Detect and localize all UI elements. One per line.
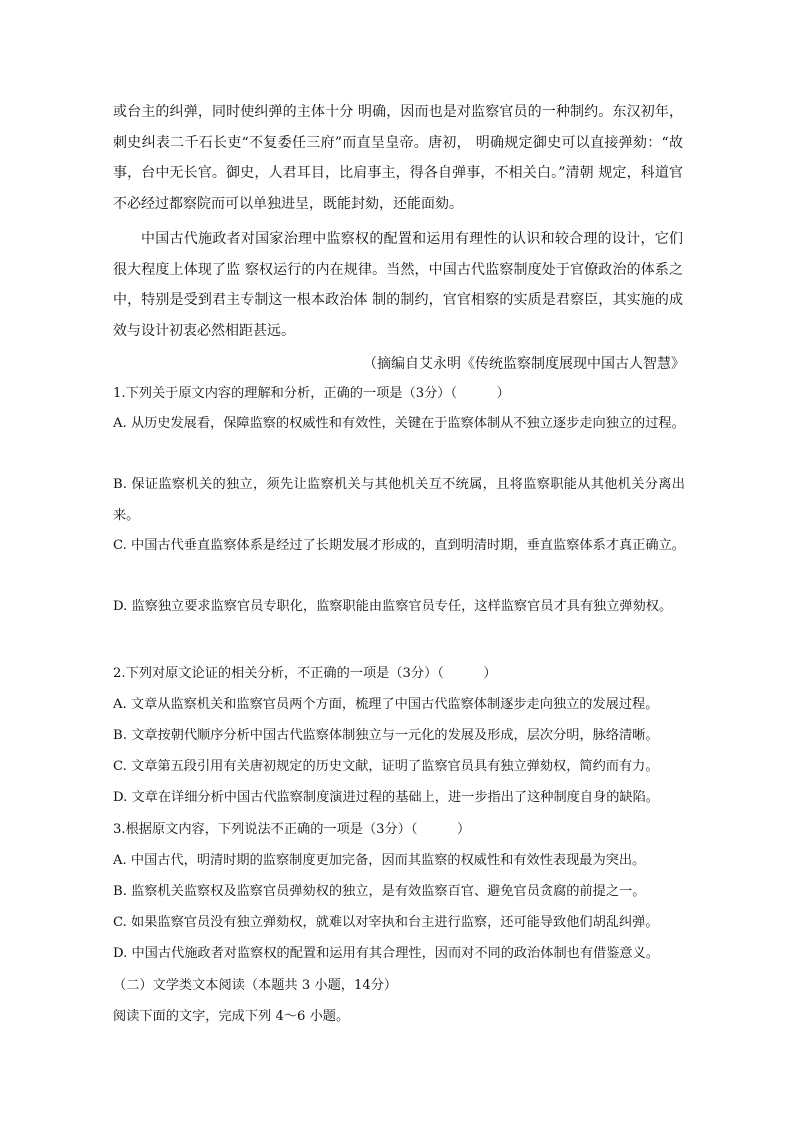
question-3-option-d: D. 中国古代施政者对监察权的配置和运用有其合理性，因而对不同的政治体制也有借鉴意义。 [113,946,659,961]
paragraph-continued: 或台主的纠弹，同时使纠弹的主体十分 明确，因而也是对监察官员的一种制约。东汉初年，刺史纠表二千石长吏“不复委任三府”而直呈皇帝。唐初， 明确规定御史可以直接弹劾：“故事，台中无长官。御史，人君耳目，比肩事主，得各自弹事，不相关白。”清朝 规定，科道官不必经过都察院而可以单独进呈，既能封劾，还能面劾。 [113,104,683,212]
reading-instruction: 阅读下面的文字，完成下列 4～6 小题。 [113,1009,350,1024]
question-2-option-a: A. 文章从监察机关和监察官员两个方面，梳理了中国古代监察体制逐步走向独立的发展过程。 [113,697,659,712]
paragraph-conclusion: 中国古代施政者对国家治理中监察权的配置和运用有理性的认识和较合理的设计，它们很大程度上体现了监 察权运行的内在规律。当然，中国古代监察制度处于官僚政治的体系之中，特别是受到君主专制这一根本政治体 制的制约，官官相察的实质是君察臣，其实施的成效与设计初衷必然相距甚远。 [113,231,683,339]
question-3-stem: 3.根据原文内容，下列说法不正确的一项是（3分）（ ） [113,822,471,837]
question-2-option-b: B. 文章按朝代顺序分析中国古代监察体制独立与一元化的发展及形成，层次分明，脉络清晰。 [113,728,659,743]
question-2-option-d: D. 文章在详细分析中国古代监察制度演进过程的基础上，进一步指出了这种制度自身的缺陷。 [113,790,659,805]
question-1-option-a: A. 从历史发展看，保障监察的权威性和有效性，关键在于监察体制从不独立逐步走向独立的过程。 [113,416,685,431]
question-3-option-c: C. 如果监察官员没有独立弹劾权，就难以对宰执和台主进行监察，还可能导致他们胡乱纠弹。 [113,915,659,930]
question-3-option-b: B. 监察机关监察权及监察官员弹劾权的独立，是有效监察百官、避免官员贪腐的前提之一。 [113,884,646,899]
question-1-option-d: D. 监察独立要求监察官员专职化，监察职能由监察官员专任，这样监察官员才具有独立弹劾权。 [113,599,673,614]
question-1-option-c: C. 中国古代垂直监察体系是经过了长期发展才形成的，直到明清时期，垂直监察体系才真正确立。 [113,538,685,553]
question-2-option-c: C. 文章第五段引用有关唐初规定的历史文献，证明了监察官员具有独立弹劾权，简约而有力。 [113,759,659,774]
section-heading: （二）文学类文本阅读（本题共 3 小题，14分） [113,978,398,993]
question-1-stem: 1.下列关于原文内容的理解和分析，正确的一项是（3分）（ ） [113,386,510,401]
question-1-option-b: B. 保证监察机关的独立，须先让监察机关与其他机关互不统属，且将监察职能从其他机关分离出来。 [113,477,685,523]
question-3-option-a: A. 中国古代，明清时期的监察制度更加完备，因而其监察的权威性和有效性表现最为突出。 [113,853,646,868]
question-2-stem: 2.下列对原文论证的相关分析，不正确的一项是（3分）（ ） [113,666,497,681]
source-citation: （摘编自艾永明《传统监察制度展现中国古人智慧》 [363,356,685,372]
